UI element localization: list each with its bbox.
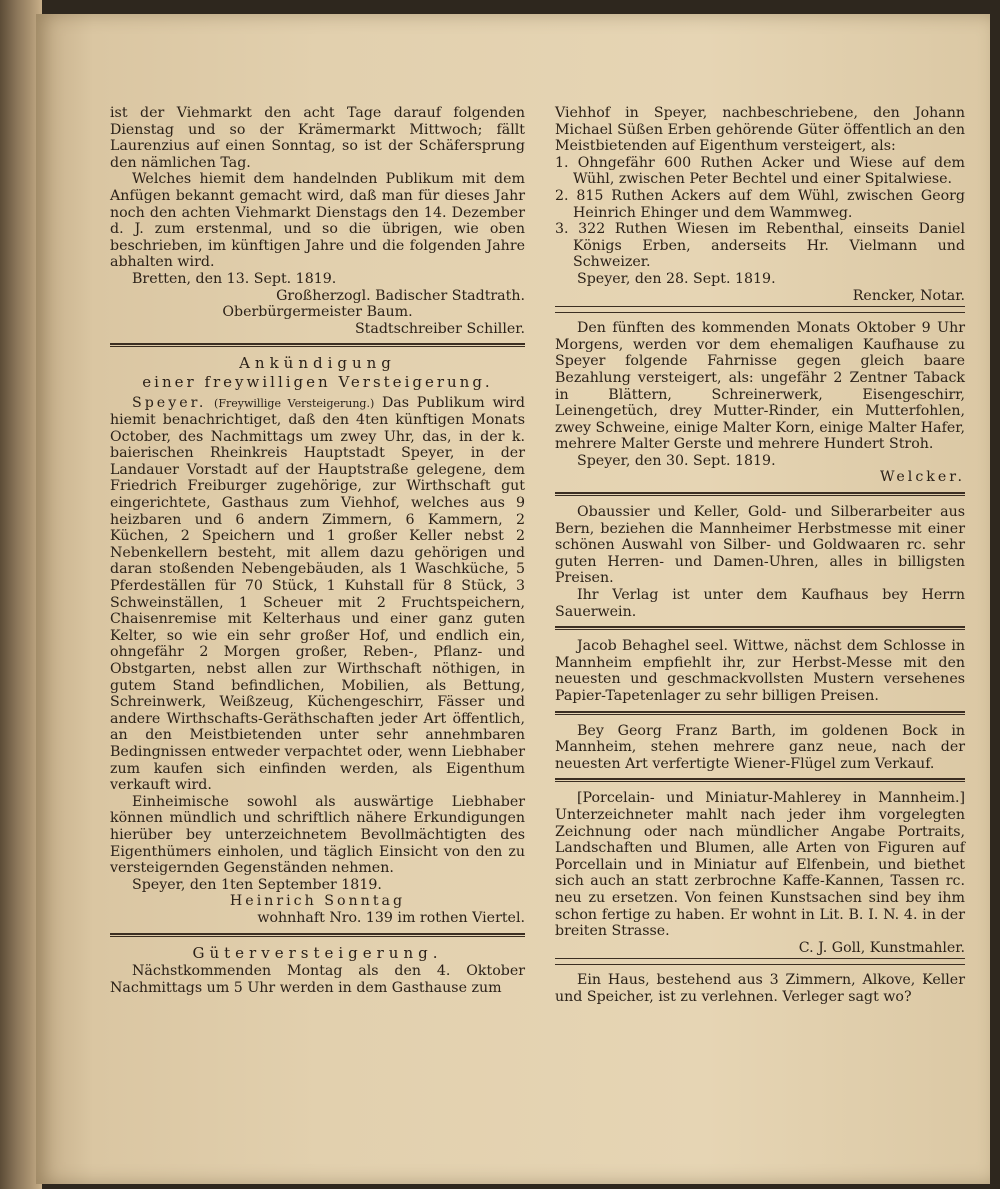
section-divider (555, 492, 965, 496)
dateline: Speyer, den 30. Sept. 1819. (577, 452, 776, 469)
wallpaper-ad-text: Jacob Behaghel seel. Wittwe, nächst dem Schlosse in Mannheim empfiehlt ihr, zur Herbst-Messe mit den neuesten und geschmackvollsten Mustern versehenes Papier-Tapetenlager zu sehr billigen Preisen. (555, 638, 965, 704)
piano-ad-text: Bey Georg Franz Barth, im goldenen Bock in Mannheim, stehen mehrere ganz neue, nach der neuesten Art verfertigte Wiener-Flügel zum Verkauf. (555, 722, 965, 772)
auction-notice-text-2: Einheimische sowohl als auswärtige Liebhaber können mündlich und schriftlich nähere Erkundigungen hierüber bey unterzeichnetem Bevollmächtigten des Eigenthümers einholen, und täglich Einsicht von den zu versteigernden Gegenständen nehmen. (110, 793, 525, 877)
market-notice-text: ist der Viehmarkt den acht Tage darauf folgenden Dienstag und so der Krämermarkt Mittwoch; fällt Laurenzius auf einen Sonntag, so ist der Schäfersprung den nämlichen Tag. (110, 105, 525, 171)
signature: Rencker, Notar. (555, 288, 965, 308)
lead-note: (Freywillige Versteigerung.) (214, 396, 375, 410)
lead-word: Speyer. (132, 394, 207, 411)
section-divider (555, 778, 965, 782)
section-heading: Güterversteigerung. (192, 943, 443, 962)
signature: Stadtschreiber Schiller. (354, 320, 525, 337)
jeweller-ad-text: Obaussier und Keller, Gold- und Silberarbeiter aus Bern, beziehen die Mannheimer Herbstmesse mit einer schönen Auswahl von Silber- und Goldwaaren rc. sehr guten Herren- und Damen-Uhren, alles in billigsten Preisen. (555, 504, 965, 587)
left-column (110, 105, 525, 996)
market-notice-text-2: Welches hiemit dem handelnden Publikum mit dem Anfügen bekannt gemacht wird, daß man für dieses Jahr noch den achten Viehmarkt Dienstags den 14. Dezember d. J. zum erstenmal, und so die übrigen, wie oben beschrieben, im künftigen Jahre und die folgenden Jahre abhalten wird. (110, 171, 525, 271)
signature: Oberbürgermeister Baum. (222, 304, 413, 321)
section-divider (555, 964, 965, 965)
section-divider (110, 343, 525, 347)
section-heading: Ankündigung (239, 354, 396, 373)
signature: C. J. Goll, Kunstmahler. (555, 940, 965, 960)
section-subheading: einer freywilligen Versteigerung. (142, 372, 493, 391)
jeweller-ad-text-2: Ihr Verlag ist unter dem Kaufhaus bey Herrn Sauerwein. (555, 587, 965, 620)
signature: Welcker. (879, 469, 965, 486)
section-divider (555, 312, 965, 313)
auction-notice-body: Das Publikum wird hiemit benachrichtiget, daß den 4ten künftigen Monats October, des Nachmittags um zwey Uhr, das, in der k. baierischen Rheinkreis Hauptstadt Speyer, in der Landauer Vorstadt auf der Hauptstraße gelegene, dem Friedrich Freiburger zugehörige, zur Wirthschaft gut eingerichtete, Gasthaus zum Viehhof, welches aus 9 heizbaren und 6 andern Zimmern, 6 Kammern, 2 Küchen, 2 Speichern und 1 großer Keller nebst 2 Nebenkellern besteht, mit allem dazu gehörigen und daran stoßenden Nebengebäuden, als 1 Waschküche, 5 Pferdeställen für 70 Stück, 1 Kuhstall für 8 Stück, 3 Schweinställen, 1 Scheuer mit 2 Fruchtspeichern, Chaisenremise mit Kelterhaus und einer ganz guten Kelter, so wie ein sehr großer Hof, und endlich ein, ohngefähr 2 Morgen großer, Reben-, Pflanz- und Obstgarten, nebst allen zur Wirthschaft nöthigen, in gutem Stand befindlichen, Mobilien, als Bettung, Schreinwerk, Weißzeug, Küchengeschirr, Fässer und andere Wirthschafts-Geräthschaften jeder Art öffentlich, an den Meistbietenden unter sehr annehmbaren Bedingnissen entweder verpachtet oder, wenn Liebhaber zum kaufen sich einfinden werden, als Eigenthum verkauft wird. (110, 394, 525, 794)
list-item: 1. Ohngefähr 600 Ruthen Acker und Wiese auf dem Wühl, zwischen Peter Bechtel und einer Spitalwiese. (555, 154, 965, 188)
section-divider (555, 626, 965, 630)
estate-auction-text: Nächstkommenden Montag als den 4. Oktober Nachmittags um 5 Uhr werden in dem Gasthause zum (110, 963, 525, 996)
signature: Großherzogl. Badischer Stadtrath. (276, 287, 525, 304)
house-rental-text: Ein Haus, bestehend aus 3 Zimmern, Alkove, Keller und Speicher, ist zu verlehnen. Verleger sagt wo? (555, 972, 965, 1005)
list-item: 2. 815 Ruthen Ackers auf dem Wühl, zwischen Georg Heinrich Ehinger und dem Wammweg. (555, 187, 965, 221)
estate-auction-text-cont: Viehhof in Speyer, nachbeschriebene, den Johann Michael Süßen Erben gehörende Güter öffentlich an den Meistbietenden auf Eigenthum versteigert, als: (555, 105, 965, 155)
auction-notice-text (110, 395, 525, 794)
signature: wohnhaft Nro. 139 im rothen Viertel. (257, 909, 525, 926)
chattel-auction-text: Den fünften des kommenden Monats Oktober 9 Uhr Morgens, werden vor dem ehemaligen Kaufhause zu Speyer folgende Fahrnisse gegen gleich baare Bezahlung versteigert, als: ungefähr 2 Zentner Taback in Blättern, Schreinerwerk, Eisengeschirr, Leinengetüch, drey Mutter-Rinder, ein Mutterfohlen, zwey Schweine, einige Malter Korn, einige Malter Hafer, mehrere Malter Gerste und mehrere Hundert Stroh. (555, 320, 965, 453)
section-divider (555, 711, 965, 715)
dateline: Speyer, den 28. Sept. 1819. (577, 270, 776, 287)
right-column (555, 105, 965, 1006)
lot-list (555, 155, 965, 271)
dateline: Speyer, den 1ten September 1819. (132, 876, 382, 893)
list-item: 3. 322 Ruthen Wiesen im Rebenthal, einseits Daniel Königs Erben, anderseits Hr. Vielmann und Schweizer. (555, 221, 965, 271)
section-divider (110, 933, 525, 937)
signature: Heinrich Sonntag (229, 893, 406, 910)
dateline: Bretten, den 13. Sept. 1819. (132, 270, 337, 287)
painter-ad-text: [Porcelain- und Miniatur-Mahlerey in Mannheim.] Unterzeichneter mahlt nach jeder ihm vorgelegten Zeichnung oder nach mündlicher Angabe Portraits, Landschaften und Blumen, alle Arten von Figuren auf Porcellain und in Miniatur auf Elfenbein, und biethet sich auch an statt zerbrochne Kaffe-Kannen, Tassen rc. neu zu ersetzen. Von feinen Kunstsachen sind bey ihm schon fertige zu haben. Er wohnt in Lit. B. I. N. 4. in der breiten Strasse. (555, 790, 965, 940)
